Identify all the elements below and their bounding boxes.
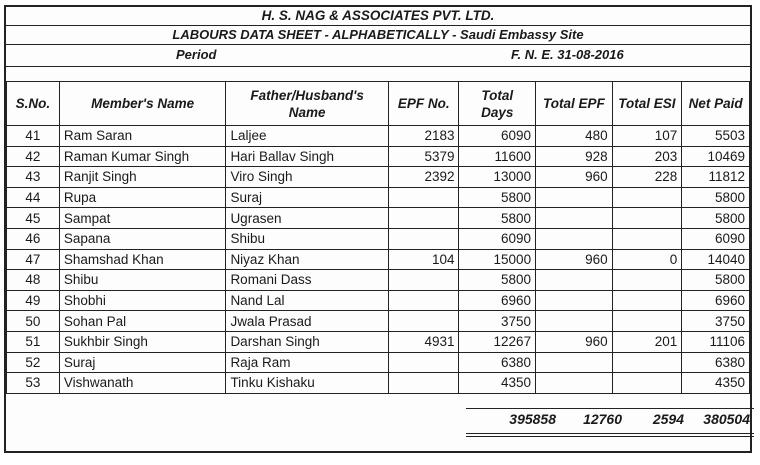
col-total-days: Total Days (459, 82, 536, 126)
sno-cell: 53 (7, 373, 60, 394)
total-esi-cell (612, 311, 682, 332)
epf-no-cell (388, 373, 459, 394)
total-days-cell: 5800 (459, 270, 536, 291)
total-esi-cell (612, 187, 682, 208)
col-epf-no: EPF No. (388, 82, 459, 126)
sno-cell: 42 (7, 146, 60, 167)
total-esi-cell: 228 (612, 167, 682, 188)
sno-cell: 45 (7, 208, 60, 229)
net-paid-cell: 5800 (682, 270, 750, 291)
epf-no-cell (388, 290, 459, 311)
totals-row (6, 402, 750, 442)
father-name-cell: Viro Singh (226, 167, 388, 188)
father-name-cell: Hari Ballav Singh (226, 146, 388, 167)
total-epf-cell: 480 (536, 126, 613, 147)
total-epf-cell: 960 (536, 167, 613, 188)
total-esi-cell: 107 (612, 126, 682, 147)
table-row (7, 167, 750, 188)
epf-no-cell (388, 270, 459, 291)
col-net-paid: Net Paid (682, 82, 750, 126)
company-name: H. S. NAG & ASSOCIATES PVT. LTD. (6, 7, 750, 26)
net-paid-cell: 5503 (682, 126, 750, 147)
net-paid-cell: 6380 (682, 352, 750, 373)
net-paid-cell: 6960 (682, 290, 750, 311)
total-epf: 12760 (583, 411, 622, 427)
sno-cell: 41 (7, 126, 60, 147)
table-row (7, 126, 750, 147)
father-name-cell: Romani Dass (226, 270, 388, 291)
epf-no-cell: 2183 (388, 126, 459, 147)
period-value: F. N. E. 31-08-2016 (511, 47, 624, 62)
epf-no-cell (388, 187, 459, 208)
total-net-paid: 380504 (703, 411, 750, 427)
member-name-cell: Rupa (59, 187, 226, 208)
table-row (7, 228, 750, 249)
father-name-cell: Jwala Prasad (226, 311, 388, 332)
member-name-cell: Ram Saran (59, 126, 226, 147)
total-days: 395858 (509, 411, 556, 427)
total-days-cell: 13000 (459, 167, 536, 188)
total-epf-cell (536, 228, 613, 249)
sheet-title: LABOURS DATA SHEET - ALPHABETICALLY - Saudi Embassy Site (6, 25, 750, 45)
total-epf-cell: 960 (536, 249, 613, 270)
total-epf-cell (536, 187, 613, 208)
total-days-cell: 6380 (459, 352, 536, 373)
father-name-cell: Tinku Kishaku (226, 373, 388, 394)
father-name-cell: Laljee (226, 126, 388, 147)
member-name-cell: Sapana (59, 228, 226, 249)
table-row (7, 208, 750, 229)
father-name-cell: Ugrasen (226, 208, 388, 229)
total-esi-cell (612, 373, 682, 394)
total-days-cell: 4350 (459, 373, 536, 394)
total-epf-cell (536, 270, 613, 291)
table-row (7, 352, 750, 373)
table-row (7, 249, 750, 270)
sno-cell: 49 (7, 290, 60, 311)
member-name-cell: Sohan Pal (59, 311, 226, 332)
col-sno: S.No. (7, 82, 60, 126)
total-epf-cell (536, 373, 613, 394)
net-paid-cell: 3750 (682, 311, 750, 332)
net-paid-cell: 6090 (682, 228, 750, 249)
father-name-cell: Nand Lal (226, 290, 388, 311)
table-header-row (7, 82, 750, 126)
total-days-cell: 6090 (459, 228, 536, 249)
total-days-cell: 5800 (459, 208, 536, 229)
net-paid-cell: 11106 (682, 331, 750, 352)
total-epf-cell: 928 (536, 146, 613, 167)
total-days-cell: 6090 (459, 126, 536, 147)
period-label: Period (176, 47, 217, 62)
total-epf-cell (536, 290, 613, 311)
epf-no-cell: 5379 (388, 146, 459, 167)
total-esi-cell: 203 (612, 146, 682, 167)
father-name-cell: Darshan Singh (226, 331, 388, 352)
data-sheet (4, 5, 752, 453)
total-esi-cell (612, 208, 682, 229)
totals-rule-double (466, 436, 754, 437)
sno-cell: 47 (7, 249, 60, 270)
father-name-cell: Shibu (226, 228, 388, 249)
total-esi-cell: 201 (612, 331, 682, 352)
table-row (7, 373, 750, 394)
col-total-esi: Total ESI (612, 82, 682, 126)
member-name-cell: Shamshad Khan (59, 249, 226, 270)
total-days-cell: 11600 (459, 146, 536, 167)
member-name-cell: Raman Kumar Singh (59, 146, 226, 167)
total-days-cell: 6960 (459, 290, 536, 311)
sno-cell: 43 (7, 167, 60, 188)
epf-no-cell: 104 (388, 249, 459, 270)
table-row (7, 270, 750, 291)
total-days-cell: 5800 (459, 187, 536, 208)
sno-cell: 51 (7, 331, 60, 352)
sno-cell: 50 (7, 311, 60, 332)
col-member-name: Member's Name (59, 82, 226, 126)
epf-no-cell: 2392 (388, 167, 459, 188)
member-name-cell: Sukhbir Singh (59, 331, 226, 352)
total-esi-cell: 0 (612, 249, 682, 270)
total-esi-cell (612, 228, 682, 249)
total-epf-cell: 960 (536, 331, 613, 352)
total-days-cell: 3750 (459, 311, 536, 332)
net-paid-cell: 10469 (682, 146, 750, 167)
table-row (7, 331, 750, 352)
total-days-cell: 15000 (459, 249, 536, 270)
epf-no-cell: 4931 (388, 331, 459, 352)
epf-no-cell (388, 352, 459, 373)
sno-cell: 46 (7, 228, 60, 249)
totals-rule-top (466, 408, 754, 409)
total-esi: 2594 (652, 411, 684, 427)
sno-cell: 44 (7, 187, 60, 208)
net-paid-cell: 4350 (682, 373, 750, 394)
net-paid-cell: 5800 (682, 187, 750, 208)
sno-cell: 52 (7, 352, 60, 373)
total-epf-cell (536, 208, 613, 229)
member-name-cell: Sampat (59, 208, 226, 229)
member-name-cell: Shobhi (59, 290, 226, 311)
table-row (7, 290, 750, 311)
father-name-cell: Niyaz Khan (226, 249, 388, 270)
total-epf-cell (536, 352, 613, 373)
epf-no-cell (388, 228, 459, 249)
net-paid-cell: 5800 (682, 208, 750, 229)
member-name-cell: Shibu (59, 270, 226, 291)
table-row (7, 311, 750, 332)
net-paid-cell: 11812 (682, 167, 750, 188)
total-esi-cell (612, 290, 682, 311)
member-name-cell: Ranjit Singh (59, 167, 226, 188)
father-name-cell: Raja Ram (226, 352, 388, 373)
epf-no-cell (388, 208, 459, 229)
total-epf-cell (536, 311, 613, 332)
total-esi-cell (612, 270, 682, 291)
member-name-cell: Vishwanath (59, 373, 226, 394)
table-row (7, 187, 750, 208)
col-father-name: Father/Husband's Name (226, 82, 388, 126)
table-row (7, 146, 750, 167)
net-paid-cell: 14040 (682, 249, 750, 270)
col-total-epf: Total EPF (536, 82, 613, 126)
labour-table (6, 81, 750, 394)
epf-no-cell (388, 311, 459, 332)
totals-rule-bottom (466, 433, 754, 434)
sno-cell: 48 (7, 270, 60, 291)
period-row (6, 44, 750, 67)
member-name-cell: Suraj (59, 352, 226, 373)
total-esi-cell (612, 352, 682, 373)
father-name-cell: Suraj (226, 187, 388, 208)
total-days-cell: 12267 (459, 331, 536, 352)
